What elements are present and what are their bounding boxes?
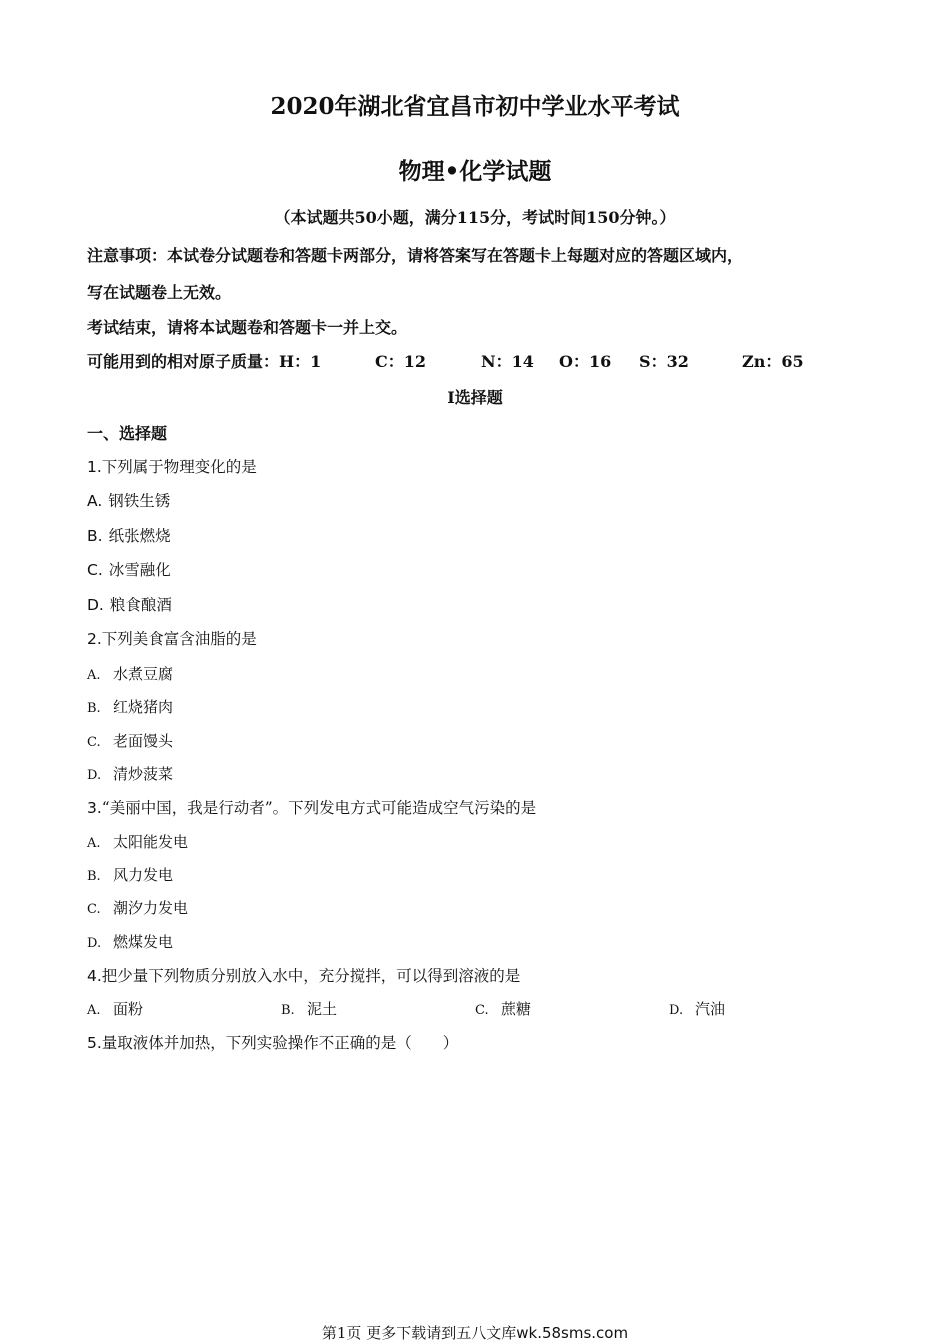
question-4 <box>87 964 520 986</box>
question-1 <box>87 455 257 477</box>
option-letter: B. <box>281 1003 295 1018</box>
question-text: 下列美食富含油脂的是 <box>101 630 257 648</box>
option-letter: B. <box>87 869 101 884</box>
question-4-option-b <box>281 998 337 1019</box>
question-text: “美丽中国，我是行动者”。下列发电方式可能造成空气污染的是 <box>101 799 537 817</box>
question-2-option-a <box>87 663 173 684</box>
option-text: 汽油 <box>695 1000 726 1018</box>
option-text: 清炒菠菜 <box>113 765 174 783</box>
question-number: 2. <box>87 630 102 648</box>
option-text: 风力发电 <box>113 866 174 884</box>
question-number: 1. <box>87 458 102 476</box>
option-text: 粮食酿酒 <box>109 596 172 614</box>
option-letter: C. <box>87 561 103 579</box>
option-letter: A. <box>87 492 103 510</box>
page-footer <box>0 1322 950 1343</box>
question-text: 量取液体并加热，下列实验操作不正确的是（ ） <box>101 1034 459 1052</box>
notice-line-2: 写在试题卷上无效。 <box>87 283 232 302</box>
notice-line-3: 考试结束，请将本试题卷和答题卡一并上交。 <box>87 318 408 337</box>
option-letter: B. <box>87 701 101 716</box>
atomic-mass-line <box>87 349 804 372</box>
atomic-mass-item: Zn：65 <box>742 352 804 371</box>
option-text: 水煮豆腐 <box>113 665 174 683</box>
question-text: 下列属于物理变化的是 <box>101 458 257 476</box>
question-2-option-b <box>87 696 173 717</box>
question-1-option-d <box>87 593 172 615</box>
option-letter: A. <box>87 668 101 683</box>
option-letter: B. <box>87 527 103 545</box>
question-5 <box>87 1031 458 1053</box>
option-letter: D. <box>669 1003 684 1018</box>
question-1-option-b <box>87 524 171 546</box>
option-letter: D. <box>87 768 102 783</box>
option-letter: A. <box>87 1003 101 1018</box>
question-2-option-d <box>87 763 173 784</box>
option-text: 老面馒头 <box>113 732 174 750</box>
footer-text: 更多下载请到五八文库 <box>366 1324 517 1342</box>
question-3-option-b <box>87 864 173 885</box>
question-4-option-d <box>669 998 725 1019</box>
option-text: 蔗糖 <box>501 1000 532 1018</box>
question-3 <box>87 796 536 818</box>
option-letter: C. <box>87 735 101 750</box>
page-number: 第1页 <box>321 1324 362 1342</box>
option-text: 钢铁生锈 <box>108 492 171 510</box>
question-2 <box>87 627 257 649</box>
option-letter: C. <box>475 1003 489 1018</box>
exam-subtitle: 物理•化学试题 <box>398 158 552 185</box>
option-text: 红烧猪肉 <box>113 698 174 716</box>
question-number: 3. <box>87 799 102 817</box>
option-letter: D. <box>87 936 102 951</box>
option-letter: A. <box>87 836 101 851</box>
question-text: 把少量下列物质分别放入水中，充分搅拌，可以得到溶液的是 <box>101 967 521 985</box>
atomic-mass-label: 可能用到的相对原子质量： <box>87 352 280 371</box>
footer-site-link[interactable]: wk.58sms.com <box>516 1324 629 1342</box>
atomic-mass-item: C：12 <box>375 352 427 371</box>
question-1-option-c <box>87 558 171 580</box>
atomic-mass-item: H：1 <box>279 352 322 371</box>
option-text: 纸张燃烧 <box>108 527 171 545</box>
question-4-option-c <box>475 998 531 1019</box>
option-letter: C. <box>87 902 101 917</box>
question-4-option-a <box>87 998 143 1019</box>
question-number: 4. <box>87 967 102 985</box>
section-title: 一、选择题 <box>87 424 168 443</box>
question-3-option-a <box>87 831 188 852</box>
option-text: 潮汐力发电 <box>113 899 189 917</box>
exam-info: （本试题共50小题，满分115分，考试时间150分钟。） <box>274 208 676 227</box>
option-text: 冰雪融化 <box>108 561 171 579</box>
option-text: 太阳能发电 <box>113 833 189 851</box>
option-text: 面粉 <box>113 1000 144 1018</box>
option-text: 泥土 <box>307 1000 338 1018</box>
question-number: 5. <box>87 1034 102 1052</box>
part-title: I选择题 <box>447 388 503 407</box>
option-text: 燃煤发电 <box>113 933 174 951</box>
atomic-mass-item: O：16 <box>559 352 612 371</box>
exam-title: 2020年湖北省宜昌市初中学业水平考试 <box>270 93 680 120</box>
atomic-mass-item: N：14 <box>481 352 534 371</box>
atomic-mass-item: S：32 <box>639 352 689 371</box>
option-letter: D. <box>87 596 104 614</box>
notice-line-1: 注意事项：本试卷分试题卷和答题卡两部分，请将答案写在答题卡上每题对应的答题区域内， <box>87 246 744 265</box>
question-1-option-a <box>87 489 170 511</box>
question-3-option-c <box>87 897 188 918</box>
question-3-option-d <box>87 931 173 952</box>
question-2-option-c <box>87 730 173 751</box>
